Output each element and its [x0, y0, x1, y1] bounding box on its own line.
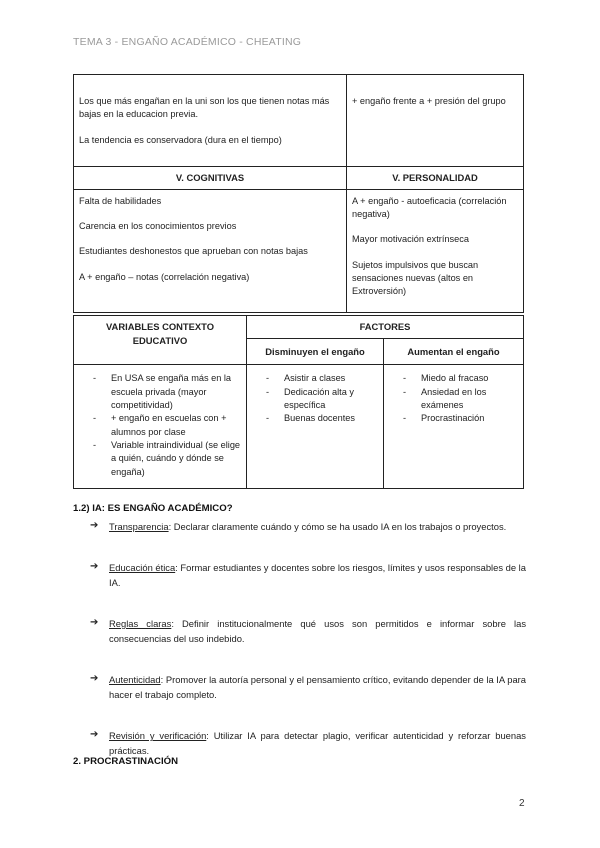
page-header: TEMA 3 - ENGAÑO ACADÉMICO - CHEATING — [73, 36, 302, 48]
section-title-ia: 1.2) IA: ES ENGAÑO ACADÉMICO? — [73, 503, 233, 514]
cell-text: A + engaño - autoeficacia (correlación negativa) — [352, 195, 507, 219]
arrow-right-icon: ➔ — [90, 520, 99, 531]
decrease-header: Disminuyen el engaño — [247, 338, 384, 365]
list-item: - Miedo al fracaso — [403, 372, 518, 385]
list-item: - Buenas docentes — [266, 412, 378, 425]
list-item — [90, 672, 526, 702]
item-term: Educación ética — [109, 562, 176, 574]
arrow-right-icon: ➔ — [90, 673, 99, 685]
list-item — [90, 519, 526, 534]
cell-text: Sujetos impulsivos que buscan sensaciones nuevas (altos en Extroversión) — [352, 259, 479, 297]
list-item: - Dedicación alta y específica — [266, 386, 378, 413]
ia-guidelines-list — [90, 519, 526, 758]
increase-header: Aumentan el engaño — [384, 338, 524, 365]
cell-text: La tendencia es conservadora (dura en el tiempo) — [79, 134, 282, 145]
list-item: - Ansiedad en los exámenes — [403, 386, 518, 413]
item-text: : Promover la autoría personal y el pensamiento crítico, evitando depender de la IA para hacer el trabajo completo. — [109, 674, 526, 701]
arrow-right-icon: ➔ — [90, 729, 99, 741]
factors-header: FACTORES — [247, 316, 524, 339]
increase-cell — [384, 365, 524, 489]
item-term: Transparencia — [109, 521, 169, 532]
list-item: - Procrastinación — [403, 412, 518, 425]
list-item: - Asistir a clases — [266, 372, 378, 385]
cell-text: Falta de habilidades — [79, 195, 162, 206]
cell-text: Estudiantes deshonestos que aprueban con notas bajas — [79, 246, 308, 257]
item-text: : Utilizar IA para detectar plagio, verificar autenticidad y reforzar buenas prácticas. — [109, 730, 526, 757]
group-pressure-cell — [347, 75, 524, 167]
variables-table — [73, 74, 524, 313]
cell-text: + engaño frente a + presión del grupo — [352, 96, 506, 106]
cell-text: Mayor motivación extrínseca — [352, 234, 469, 245]
item-text: : Declarar claramente cuándo y cómo se ha usado IA en los trabajos o proyectos. — [168, 521, 507, 532]
context-cell — [74, 365, 247, 489]
decrease-cell — [247, 365, 384, 489]
cell-text: Los que más engañan en la uni son los que tienen notas más bajas en la educacion previa. — [79, 96, 330, 120]
arrow-right-icon: ➔ — [90, 561, 99, 573]
arrow-right-icon: ➔ — [90, 617, 99, 629]
list-item — [90, 728, 526, 758]
list-item: - Variable intraindividual (se elige a quién, cuándo y dónde se engaña) — [93, 439, 241, 479]
cell-text: A + engaño – notas (correlación negativa) — [79, 271, 250, 282]
cell-text: Carencia en los conocimientos previos — [79, 220, 237, 231]
cognitive-header: V. COGNITIVAS — [74, 167, 347, 190]
list-item — [90, 616, 526, 646]
list-item: - En USA se engaña más en la escuela privada (mayor competitividad) — [93, 372, 241, 412]
item-term: Autenticidad — [109, 674, 161, 686]
cognitive-cell — [74, 189, 347, 312]
item-text: : Definir institucionalmente qué usos son permitidos e informar sobre las consecuencias del uso indebido. — [109, 618, 527, 645]
item-text: : Formar estudiantes y docentes sobre los riesgos, límites y usos responsables de la IA. — [109, 562, 526, 589]
list-item — [90, 560, 526, 590]
context-factors-table — [73, 315, 524, 489]
context-header: VARIABLES CONTEXTO EDUCATIVO — [74, 316, 247, 365]
item-term: Revisión y verificación — [109, 730, 207, 742]
item-term: Reglas claras — [109, 618, 172, 630]
personality-cell — [347, 189, 524, 312]
list-item: - + engaño en escuelas con + alumnos por clase — [93, 412, 241, 439]
section-title-procrastinacion: 2. PROCRASTINACIÓN — [73, 756, 179, 767]
prior-grades-cell — [74, 75, 347, 167]
page-number: 2 — [519, 798, 525, 809]
personality-header: V. PERSONALIDAD — [347, 167, 524, 190]
